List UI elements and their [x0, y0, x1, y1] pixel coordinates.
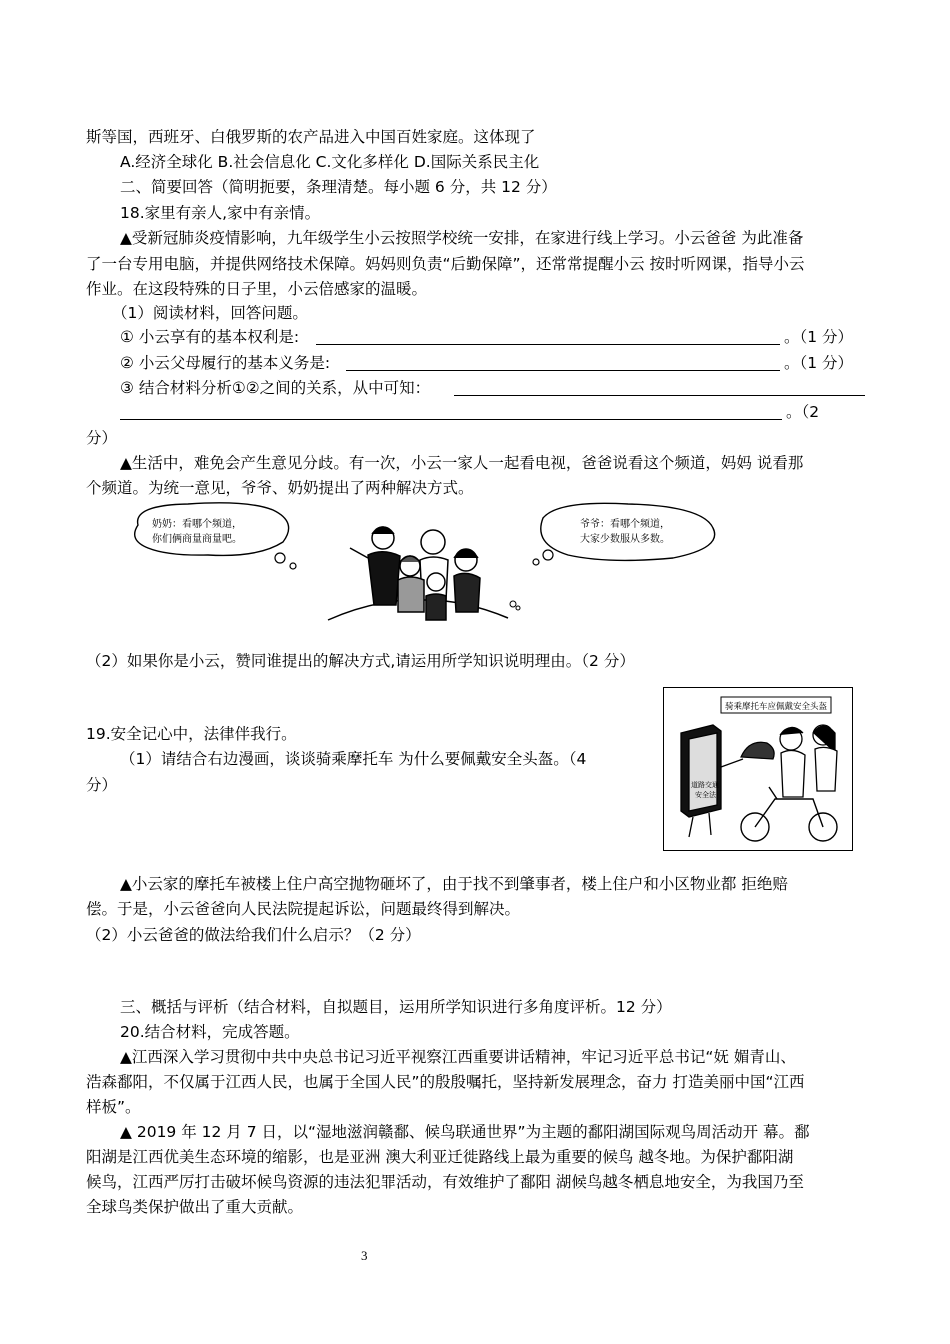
q20-m2-line2: 阳湖是江西优美生态环境的缩影，也是亚洲 澳大利亚迁徙路线上最为重要的候鸟 越冬地。为保护鄱阳湖 [86, 1148, 794, 1166]
q18-sub1-a-score: 。（1 分） [784, 328, 854, 346]
flower-icon [510, 601, 520, 610]
q18-material1-line1: ▲受新冠肺炎疫情影响，九年级学生小云按照学校统一安排，在家进行线上学习。小云爸爸 为此准备 [120, 229, 804, 247]
q18-material2-line1: ▲生活中，难免会产生意见分歧。有一次，小云一家人一起看电视，爸爸说看这个频道，妈妈 说看那 [120, 454, 804, 472]
q19-sub2: （2）小云爸爸的做法给我们什么启示？（2 分） [86, 926, 421, 944]
q20-m2-line1: ▲ 2019 年 12 月 7 日，以“湿地滋润赣鄱、候鸟联通世界”为主题的鄱阳湖国际观鸟周活动开 幕。鄱 [120, 1123, 810, 1141]
bubble-right-line2: 大家少数服从多数。 [580, 534, 670, 545]
section2-title: 二、简要回答（简明扼要，条理清楚。每小题 6 分，共 12 分） [120, 178, 557, 196]
q19-material-line2: 偿。于是，小云爸爸向人民法院提起诉讼，问题最终得到解决。 [86, 900, 521, 918]
q20-m1-line2: 浩森鄱阳，不仅属于江西人民，也属于全国人民”的殷殷嘱托，坚持新发展理念，奋力 打造美丽中国“江西 [86, 1073, 805, 1091]
family-illustration [128, 500, 728, 630]
q19-material-line1: ▲小云家的摩托车被楼上住户高空抛物砸坏了，由于找不到肇事者，楼上住户和小区物业都 拒绝赔 [120, 875, 788, 893]
q18-sub1-c-score-cont: 分） [86, 429, 118, 447]
q18-material2-line2: 个频道。为统一意见，爷爷、奶奶提出了两种解决方式。 [86, 479, 474, 497]
q19-sub1-line2: 分） [86, 776, 118, 794]
q19-title: 19.安全记心中，法律伴我行。 [86, 725, 297, 743]
q18-material1-line3: 作业。在这段特殊的日子里，小云倍感家的温暖。 [86, 280, 428, 298]
answer-line[interactable] [454, 395, 865, 396]
q18-sub1-b-score: 。（1 分） [784, 354, 854, 372]
q20-m1-line3: 样板”。 [86, 1098, 141, 1116]
bubble-right-line1: 爷爷：看哪个频道， [580, 519, 670, 530]
answer-line[interactable] [120, 419, 782, 420]
page-number: 3 [361, 1248, 368, 1263]
family-figures [328, 527, 508, 620]
section3-title: 三、概括与评析（结合材料，自拟题目，运用所学知识进行多角度评析。12 分） [120, 998, 672, 1016]
q18-sub1-b: ② 小云父母履行的基本义务是: [120, 354, 331, 372]
line-continued: 斯等国，西班牙、白俄罗斯的农产品进入中国百姓家庭。这体现了 [86, 128, 536, 146]
q18-material1-line2: 了一台专用电脑，并提供网络技术保障。妈妈则负责“后勤保障”，还常常提醒小云 按时听网课，指导小云 [86, 255, 805, 273]
answer-line[interactable] [346, 370, 780, 371]
book-label-line2: 安全法 [695, 791, 716, 799]
q18-sub1: （1）阅读材料，回答问题。 [112, 304, 308, 322]
bubble-left-line2: 你们俩商量商量吧。 [152, 534, 242, 545]
speech-bubble-right [541, 503, 715, 560]
q20-m2-line4: 全球鸟类保护做出了重大贡献。 [86, 1198, 304, 1216]
q20-m2-line3: 候鸟，江西严厉打击破坏候鸟资源的违法犯罪活动，有效维护了鄱阳 湖候鸟越冬栖息地安全，为我国乃至 [86, 1173, 804, 1191]
answer-line[interactable] [316, 344, 780, 345]
q18-sub1-c-score: 。（2 [786, 403, 820, 421]
q17-options: A.经济全球化 B.社会信息化 C.文化多样化 D.国际关系民主化 [120, 153, 540, 171]
book-label-line1: 道路交通 [691, 781, 719, 789]
q18-sub2: （2）如果你是小云，赞同谁提出的解决方式,请运用所学知识说明理由。（2 分） [86, 652, 635, 670]
q18-sub1-a: ① 小云享有的基本权利是: [120, 328, 300, 346]
q20-m1-line1: ▲江西深入学习贯彻中共中央总书记习近平视察江西重要讲话精神，牢记习近平总书记“妩 媚青山、 [120, 1048, 796, 1066]
q19-sub1-line1: （1）请结合右边漫画，谈谈骑乘摩托车 为什么要佩戴安全头盔。（4 [120, 750, 587, 768]
bubble-left-line1: 奶奶：看哪个频道， [152, 519, 242, 530]
cartoon-caption: 骑乘摩托车应佩戴安全头盔 [725, 702, 828, 712]
q18-title: 18.家里有亲人,家中有亲情。 [120, 204, 321, 222]
q20-title: 20.结合材料，完成答题。 [120, 1023, 300, 1041]
helmet-cartoon [663, 687, 853, 851]
q18-sub1-c: ③ 结合材料分析①②之间的关系，从中可知： [120, 379, 431, 397]
